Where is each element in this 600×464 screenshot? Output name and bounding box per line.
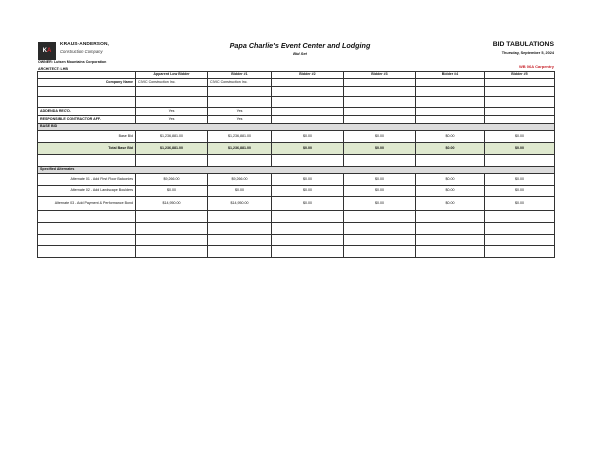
table-cell <box>208 246 272 258</box>
table-cell <box>136 246 208 258</box>
table-cell <box>344 211 416 223</box>
column-header: Bidder #2 <box>272 72 344 79</box>
table-cell: CIVIC Construction Inc. <box>136 79 208 87</box>
column-header: Apparent Low Bidder <box>136 72 208 79</box>
table-cell <box>136 211 208 223</box>
column-header <box>38 72 136 79</box>
table-cell: $0.00 <box>485 143 555 155</box>
table-cell <box>485 235 555 246</box>
table-row <box>38 87 555 97</box>
table-row <box>38 186 555 197</box>
table-cell <box>416 246 485 258</box>
row-label: Company Name <box>38 79 136 87</box>
table-cell: $0.00 <box>272 186 344 197</box>
table-cell <box>136 87 208 97</box>
table-row <box>38 79 555 87</box>
table-cell: $0.00 <box>344 197 416 211</box>
table-cell <box>416 79 485 87</box>
company-subtitle: Construction Company <box>60 49 103 54</box>
table-cell <box>38 211 136 223</box>
bid-table <box>37 71 555 258</box>
document-date: Thursday, September 5, 2024 <box>501 51 554 55</box>
table-cell <box>485 223 555 235</box>
table-cell: $0.00 <box>416 186 485 197</box>
table-cell <box>136 97 208 108</box>
architect-line: ARCHITECT: LHB <box>38 67 68 71</box>
table-cell <box>208 155 272 167</box>
table-cell <box>272 79 344 87</box>
table-cell: $0.00 <box>272 174 344 186</box>
table-cell <box>38 235 136 246</box>
table-cell <box>344 97 416 108</box>
row-label: RESPONSIBLE CONTRACTOR AFF. <box>38 116 136 124</box>
table-cell: $0.00 <box>485 131 555 143</box>
table-cell: Yes <box>208 108 272 116</box>
table-cell <box>416 235 485 246</box>
table-cell <box>136 223 208 235</box>
header-row <box>38 72 555 79</box>
table-cell <box>344 223 416 235</box>
table-cell: Yes <box>136 108 208 116</box>
table-cell: $1,236,881.00 <box>136 131 208 143</box>
table-cell: $9,266.00 <box>208 174 272 186</box>
table-cell <box>344 108 416 116</box>
row-label: Base Bid <box>38 131 136 143</box>
project-subtitle: Bid Set <box>293 51 307 56</box>
table-cell: CIVIC Construction Inc. <box>208 79 272 87</box>
table-cell: $0.00 <box>416 143 485 155</box>
table-row <box>38 223 555 235</box>
table-row <box>38 108 555 116</box>
table-cell <box>38 87 136 97</box>
logo-letter-a: A <box>47 48 52 54</box>
table-cell: $1,236,881.00 <box>136 143 208 155</box>
document-title: BID TABULATIONS <box>492 41 554 48</box>
section-label: Specified Alternates <box>38 167 555 174</box>
table-cell: Yes <box>136 116 208 124</box>
table-row <box>38 235 555 246</box>
table-cell <box>416 116 485 124</box>
table-cell <box>344 155 416 167</box>
row-label: ADDENDA REC'D. <box>38 108 136 116</box>
table-cell <box>272 116 344 124</box>
table-cell: $0.00 <box>485 197 555 211</box>
section-row <box>38 167 555 174</box>
section-label: BASE BID <box>38 124 555 131</box>
table-cell: $9,266.00 <box>136 174 208 186</box>
project-title: Papa Charlie's Event Center and Lodging <box>229 41 371 50</box>
total-row <box>38 143 555 155</box>
table-cell: $0.00 <box>208 186 272 197</box>
table-cell: $0.00 <box>136 186 208 197</box>
table-cell: $0.00 <box>344 186 416 197</box>
table-cell: $0.00 <box>344 174 416 186</box>
table-cell: $1,236,881.00 <box>208 143 272 155</box>
table-cell <box>136 235 208 246</box>
table-cell: $0.00 <box>416 131 485 143</box>
table-row <box>38 174 555 186</box>
table-cell <box>344 87 416 97</box>
column-header: Bidder #4 <box>416 72 485 79</box>
column-header: Bidder #1 <box>208 72 272 79</box>
table-cell <box>416 97 485 108</box>
table-cell <box>416 223 485 235</box>
table-cell <box>485 211 555 223</box>
table-cell <box>272 246 344 258</box>
table-cell: $1,236,881.00 <box>208 131 272 143</box>
table-cell <box>38 246 136 258</box>
row-label: Alternate 03 - Add Payment & Performance Bond <box>38 197 136 211</box>
row-label: Alternate 02 - Add Landscape Boulders <box>38 186 136 197</box>
table-cell <box>208 223 272 235</box>
table-cell <box>208 235 272 246</box>
table-row <box>38 131 555 143</box>
table-row <box>38 211 555 223</box>
column-header: Bidder #5 <box>485 72 555 79</box>
table-cell: $0.00 <box>272 197 344 211</box>
company-name: KRAUS-ANDERSON, <box>60 42 109 47</box>
table-cell <box>485 97 555 108</box>
table-row <box>38 97 555 108</box>
table-cell <box>344 79 416 87</box>
table-cell: $0.00 <box>272 143 344 155</box>
table-cell <box>272 223 344 235</box>
table-cell <box>272 87 344 97</box>
table-cell <box>344 235 416 246</box>
table-cell: $0.00 <box>344 131 416 143</box>
table-cell <box>208 87 272 97</box>
column-header: Bidder #3 <box>344 72 416 79</box>
table-row <box>38 246 555 258</box>
table-cell <box>485 108 555 116</box>
table-cell: $0.00 <box>416 174 485 186</box>
table-cell: $14,950.00 <box>136 197 208 211</box>
table-cell <box>272 235 344 246</box>
section-row <box>38 124 555 131</box>
row-label: Alternate 01 - Add First Floor Balconies <box>38 174 136 186</box>
table-cell <box>485 87 555 97</box>
table-cell <box>485 79 555 87</box>
table-cell: $0.00 <box>416 197 485 211</box>
table-cell: $0.00 <box>272 131 344 143</box>
table-cell <box>208 97 272 108</box>
table-cell <box>416 87 485 97</box>
table-cell <box>208 211 272 223</box>
table-cell: Yes <box>208 116 272 124</box>
logo-letter-k: K <box>42 48 47 54</box>
table-cell <box>272 211 344 223</box>
table-cell <box>38 223 136 235</box>
table-cell <box>344 116 416 124</box>
table-cell <box>485 116 555 124</box>
table-cell <box>416 155 485 167</box>
table-cell <box>38 97 136 108</box>
table-cell <box>272 97 344 108</box>
row-label: Total Base Bid <box>38 143 136 155</box>
table-cell: $0.00 <box>344 143 416 155</box>
table-cell: $14,950.00 <box>208 197 272 211</box>
table-row <box>38 197 555 211</box>
table-cell <box>485 155 555 167</box>
table-cell <box>485 246 555 258</box>
table-cell <box>272 108 344 116</box>
table-cell <box>38 155 136 167</box>
table-row <box>38 155 555 167</box>
table-cell: $0.00 <box>485 186 555 197</box>
table-row <box>38 116 555 124</box>
table-cell <box>416 108 485 116</box>
table-cell: $0.00 <box>485 174 555 186</box>
work-package: WB 06A Carpentry <box>519 64 554 69</box>
table-cell <box>344 246 416 258</box>
table-cell <box>272 155 344 167</box>
table-cell <box>416 211 485 223</box>
owner-line: OWNER: Lutsen Mountains Corporation <box>38 60 107 64</box>
table-cell <box>136 155 208 167</box>
